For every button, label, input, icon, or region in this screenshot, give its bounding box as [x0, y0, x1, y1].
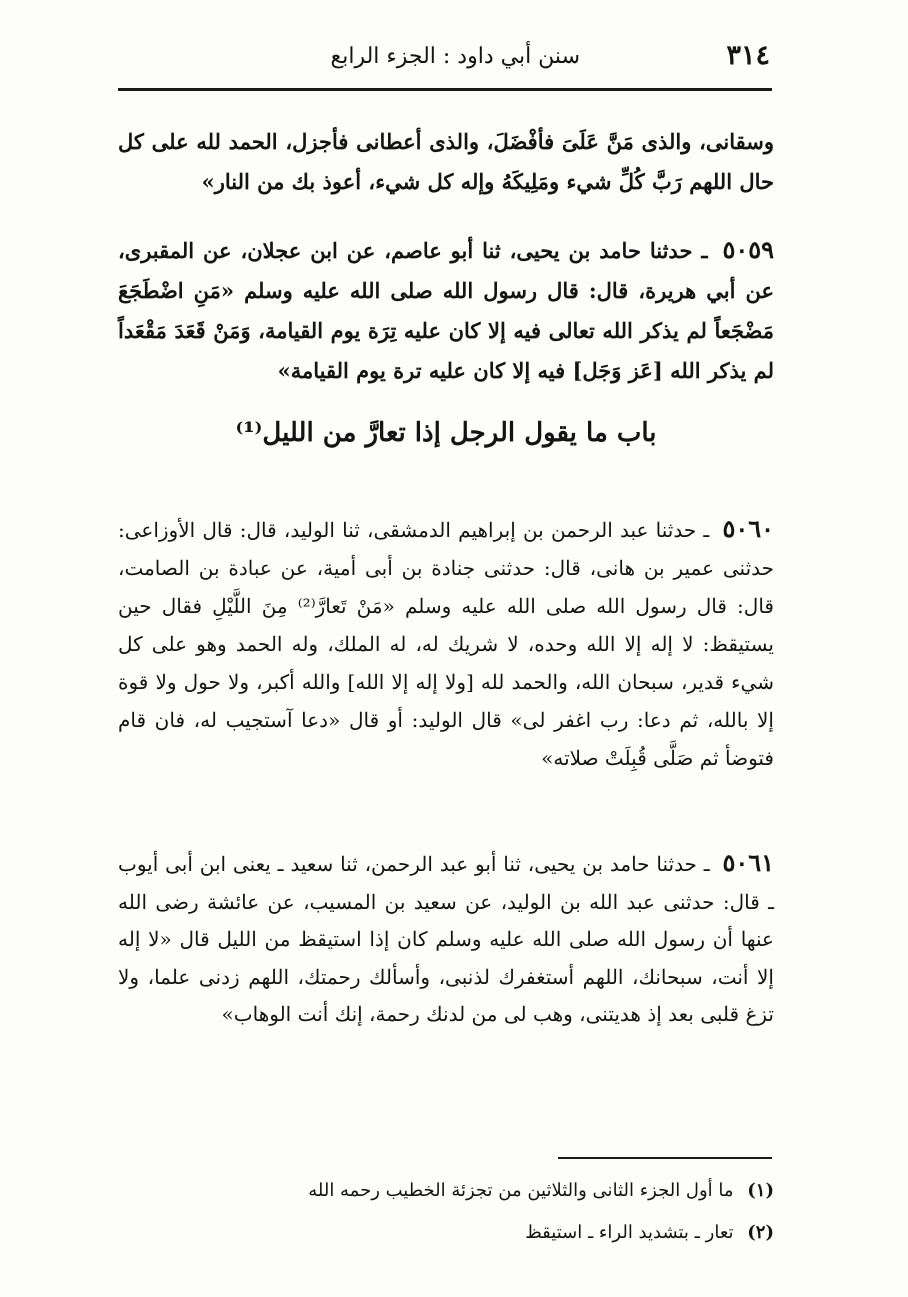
- footnote-text: تعار ـ بتشديد الراء ـ استيقظ: [525, 1222, 734, 1243]
- chapter-heading: باب ما يقول الرجل إذا تعارَّ من الليل⁽¹⁾: [235, 418, 657, 448]
- hadith-text: ـ حدثنا حامد بن يحيى، ثنا أبو عاصم، عن ابن عجلان، عن المقبرى، عن أبي هريرة، قال: قال رسول الله صلى الله عليه وسلم «مَنِ اضْطَجَعَ مَضْجَعاً لم يذكر الله تعالى فيه إلا كان عليه تِرَة يوم القيامة، وَمَنْ قَعَدَ مَقْعَداً لم يذكر الله [عَز وَجَل] فيه إلا كان عليه ترة يوم القيامة»: [118, 238, 774, 383]
- hadith-number: ٥٠٥٩: [722, 235, 774, 264]
- hadith-5060: [118, 510, 774, 777]
- paragraph-text: وسقانى، والذى مَنَّ عَلَىَ فأفْضَلَ، والذى أعطانى فأجزل، الحمد لله على كل حال اللهم رَبَّ كُلِّ شيء ومَلِيكَهُ وإله كل شيء، أعوذ بك من النار»: [118, 129, 774, 194]
- footnote-marker: (١): [747, 1180, 774, 1201]
- page-header: [120, 38, 770, 78]
- footnote-divider: [558, 1157, 772, 1159]
- paragraph-continuation: [118, 122, 774, 202]
- footnote-1: [118, 1170, 774, 1212]
- hadith-text: ـ حدثنا عبد الرحمن بن إبراهيم الدمشقى، ثنا الوليد، قال: قال الأوزاعى: حدثنى عمير بن هانى، قال: حدثنى جنادة بن أبى أمية، عن عبادة بن الصامت، قال: قال رسول الله صلى الله عليه وسلم «مَنْ تَعارَّ⁽²⁾ مِنَ اللَّيْلِ فقال حين يستيقظ: لا إله إلا الله وحده، لا شريك له، له الملك، وله الحمد وهو على كل شيء قدير، سبحان الله، والحمد لله [ولا إله إلا الله] والله أكبر، ولا حول ولا قوة إلا بالله، ثم دعا: رب اغفر لى» قال الوليد: أو قال «دعا آستجيب له، فان قام فتوضأ ثم صَلَّى قُبِلَتْ صلاته»: [118, 518, 774, 770]
- page-number: ٣١٤: [726, 40, 770, 71]
- header-divider: [118, 88, 772, 91]
- hadith-5059: [118, 230, 774, 391]
- running-title: سنن أبي داود : الجزء الرابع: [330, 44, 580, 69]
- footnote-text: ما أول الجزء الثانى والثلاثين من تجزئة الخطيب رحمه الله: [308, 1180, 734, 1201]
- footnotes: [118, 1170, 774, 1254]
- footnote-2: [118, 1212, 774, 1254]
- hadith-text: ـ حدثنا حامد بن يحيى، ثنا أبو عبد الرحمن، ثنا سعيد ـ يعنى ابن أبى أيوب ـ قال: حدثنى عبد الله بن الوليد، عن سعيد بن المسيب، عن عائشة رضى الله عنها أن رسول الله صلى الله عليه وسلم كان إذا استيقظ من الليل قال «لا إله إلا أنت، سبحانك، اللهم أستغفرك لذنبى، وأسألك رحمتك، اللهم زدنى علما، ولا تزغ قلبى بعد إذ هديتنى، وهب لى من لدنك رحمة، إنك أنت الوهاب»: [118, 852, 774, 1026]
- hadith-number: ٥٠٦١: [722, 848, 774, 877]
- hadith-number: ٥٠٦٠: [722, 514, 775, 543]
- footnote-marker: (٢): [747, 1222, 774, 1243]
- hadith-5061: [118, 844, 774, 1034]
